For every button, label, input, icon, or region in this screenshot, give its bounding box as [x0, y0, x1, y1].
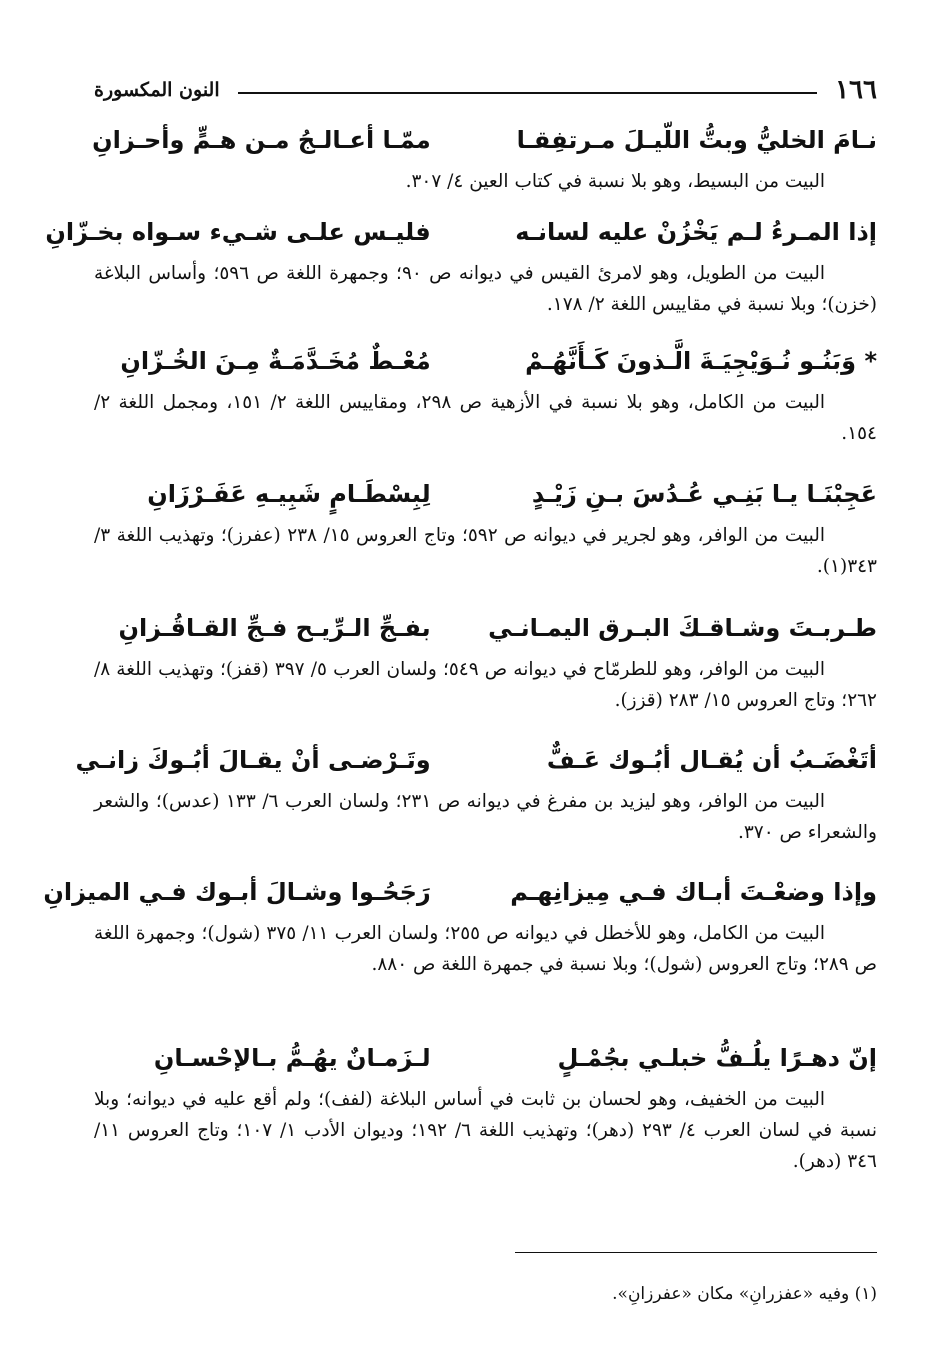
verse-first-hemistich: وإذا وضعْـتَ أبـاك فـي مِيزانِهـم [510, 878, 877, 906]
verse-note: البيت من البسيط، وهو بلا نسبة في كتاب العين ٤/ ٣٠٧. [405, 171, 825, 192]
verse-second-hemistich: وتَـرْضـى أنْ يقـالَ أبُـوكَ زانـي [75, 746, 431, 774]
poem-entry [94, 606, 877, 716]
verse-line [75, 738, 877, 782]
poem-entry [94, 339, 877, 449]
verse-line [43, 870, 877, 914]
poem-entry [43, 870, 877, 980]
verse-note: البيت من الوافر، وهو للطرمّاح في ديوانه ص ٥٤٩؛ ولسان العرب ٥/ ٣٩٧ (قفز)؛ وتهذيب اللغة ٨/ ٢٦٢؛ وتاج العروس ١٥/ ٢٨٣ (قزز). [94, 659, 877, 711]
footnote: (١) وفيه «عفزرانِ» مكان «عفرزانِ». [612, 1284, 877, 1304]
poem-entry [94, 1036, 877, 1177]
verse-line [45, 210, 877, 254]
verse-line [94, 606, 877, 650]
verse-second-hemistich: لـزَمـانٌ يهُـمُّ بـالإحْسـانِ [153, 1044, 431, 1072]
verse-second-hemistich: رَجَحُـوا وشـالَ أبـوك فـي الميزانِ [43, 878, 431, 906]
page-number: ١٦٦ [835, 75, 877, 105]
verse-line [94, 472, 877, 516]
verse-second-hemistich: مُعْـطٌ مُخَـدَّمَـةٌ مِـنَ الخُـزّانِ [120, 347, 431, 375]
verse-second-hemistich: ممّـا أعـالـجُ مـن هـمٍّ وأحـزانِ [92, 126, 431, 154]
verse-note: البيت من الكامل، وهو للأخطل في ديوانه ص ٢٥٥؛ ولسان العرب ١١/ ٣٧٥ (شول)؛ وجمهرة اللغة ص ٢٨٩؛ وتاج العروس (شول)؛ وبلا نسبة في جمهرة اللغة ص ٨٨٠. [94, 923, 877, 975]
verse-second-hemistich: بفـجِّ الـرِّيـح فـجِّ القـاقُـزانِ [118, 614, 431, 642]
header-rule [238, 92, 817, 94]
running-head [94, 72, 877, 108]
verse-first-hemistich: إذا المـرءُ لـم يَخْزُنْ عليه لسانـه [515, 218, 877, 246]
poem-entry [94, 118, 877, 197]
verse-line [94, 1036, 877, 1080]
verse-note: البيت من الوافر، وهو ليزيد بن مفرغ في ديوانه ص ٢٣١؛ ولسان العرب ٦/ ١٣٣ (عدس)؛ والشعر والشعراء ص ٣٧٠. [94, 791, 877, 843]
verse-first-hemistich: عَجِبْنَـا يـا بَنِـي عُـدُسَ بـنِ زَيْـدٍ [531, 480, 877, 508]
verse-second-hemistich: فليـس علـى شـيء سـواه بخـزّانِ [45, 218, 431, 246]
verse-second-hemistich: لِبِسْطَـامٍ شَبِيـهِ عَفَـرْزَانِ [147, 480, 431, 508]
verse-line [94, 118, 877, 162]
footnote-rule [515, 1252, 877, 1253]
verse-note: البيت من الخفيف، وهو لحسان بن ثابت في أساس البلاغة (لفف)؛ ولم أقع عليه في ديوانه؛ وبلا نسبة في لسان العرب ٤/ ٢٩٣ (دهر)؛ وتهذيب اللغة ٦/ ١٩٢؛ وديوان الأدب ١/ ١٠٧؛ وتاج العروس ١١/ ٣٤٦ (دهر). [94, 1089, 877, 1172]
poem-entry [75, 738, 877, 848]
verse-first-hemistich: * وَبَنُـو نُـوَيْجِيَـةَ الَّـذونَ كَـأَنَّهُـمْ [525, 347, 877, 375]
verse-note: البيت من الوافر، وهو لجرير في ديوانه ص ٥٩٢؛ وتاج العروس ١٥/ ٢٣٨ (عفرز)؛ وتهذيب اللغة ٣/ ٣٤٣(١). [94, 525, 877, 577]
verse-note: البيت من الطويل، وهو لامرئ القيس في ديوانه ص ٩٠؛ وجمهرة اللغة ص ٥٩٦؛ وأساس البلاغة (خزن)؛ وبلا نسبة في مقاييس اللغة ٢/ ١٧٨. [94, 263, 877, 315]
verse-first-hemistich: طـربـتَ وشـاقـكَ البـرق اليمـانـي [488, 614, 877, 642]
verse-first-hemistich: إنّ دهـرًا يلُـفُّ خبلـي بجُمْـلٍ [557, 1044, 877, 1072]
book-page [43, 62, 877, 1339]
verse-line [94, 339, 877, 383]
poem-entry [94, 472, 877, 582]
verse-note: البيت من الكامل، وهو بلا نسبة في الأزهية ص ٢٩٨، ومقاييس اللغة ٢/ ١٥١، ومجمل اللغة ٢/ ١٥٤. [94, 392, 877, 444]
poem-entry [45, 210, 877, 320]
verse-first-hemistich: أتَغْضَـبُ أن يُقـال أبُـوك عَـفٌّ [546, 746, 877, 774]
chapter-title: النون المكسورة [94, 79, 220, 101]
verse-first-hemistich: نـامَ الخليُّ وبتُّ اللّيـلَ مـرتفِقـا [516, 126, 877, 154]
